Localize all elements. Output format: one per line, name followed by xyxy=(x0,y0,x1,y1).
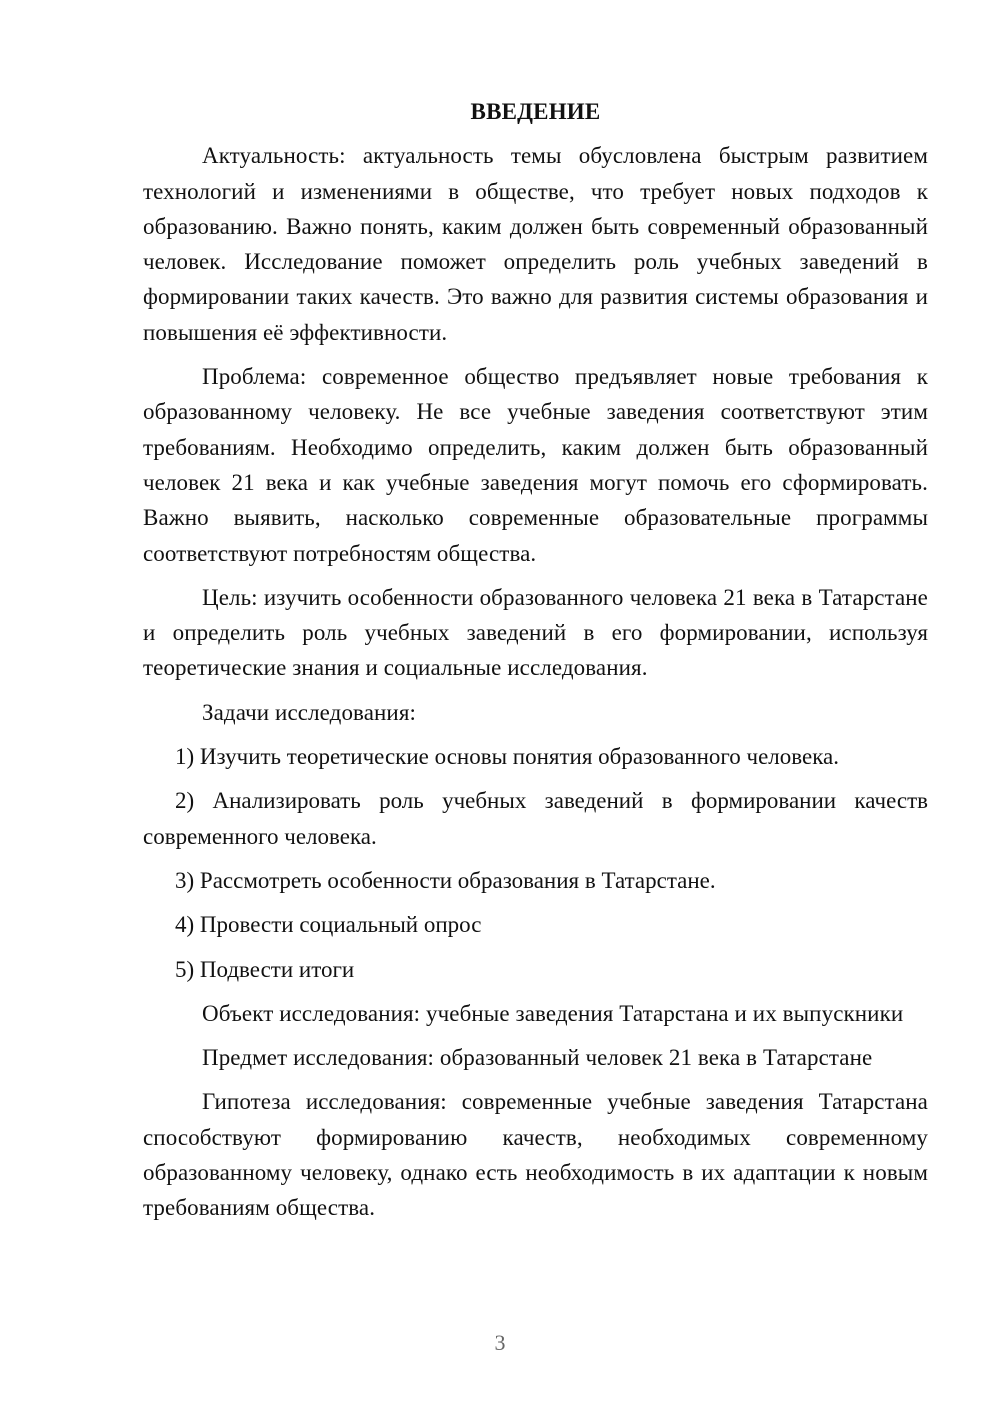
goal-paragraph: Цель: изучить особенности образованного человека 21 века в Татарстане и определить роль учебных заведений в его формировании, используя теоретические знания и социальные исследования. xyxy=(143,584,928,681)
hypothesis-paragraph: Гипотеза исследования: современные учебные заведения Татарстана способствуют формированию качеств, необходимых современному образованному человеку, однако есть необходимость в их адаптации к новым требованиям общества. xyxy=(143,1089,928,1221)
page-number: 3 xyxy=(494,1330,506,1355)
object-paragraph: Объект исследования: учебные заведения Татарстана и их выпускники xyxy=(202,1000,904,1026)
list-item: 3) Рассмотреть особенности образования в Татарстане. xyxy=(175,867,716,893)
list-item: 2) Анализировать роль учебных заведений в формировании качеств современного человека. xyxy=(143,788,928,849)
page-content xyxy=(143,94,928,1235)
relevance-paragraph: Актуальность: актуальность темы обусловлена быстрым развитием технологий и изменениями в обществе, что требует новых подходов к образованию. Важно понять, каким должен быть современный образованный человек. Исследование поможет определить роль учебных заведений в формировании таких качеств. Это важно для развития системы образования и повышения её эффективности. xyxy=(143,143,928,345)
tasks-title: Задачи исследования: xyxy=(202,699,417,725)
list-item: 4) Провести социальный опрос xyxy=(175,912,482,938)
list-item: 5) Подвести итоги xyxy=(175,956,355,982)
tasks-list xyxy=(143,739,928,987)
list-item: 1) Изучить теоретические основы понятия образованного человека. xyxy=(175,744,839,770)
problem-paragraph: Проблема: современное общество предъявляет новые требования к образованному человеку. Не все учебные заведения соответствуют этим требованиям. Необходимо определить, каким должен быть образованный человек 21 века и как учебные заведения могут помочь его сформировать. Важно выявить, насколько современные образовательные программы соответствуют потребностям общества. xyxy=(143,364,928,566)
section-heading: ВВЕДЕНИЕ xyxy=(470,99,601,124)
subject-paragraph: Предмет исследования: образованный человек 21 века в Татарстане xyxy=(202,1045,873,1071)
